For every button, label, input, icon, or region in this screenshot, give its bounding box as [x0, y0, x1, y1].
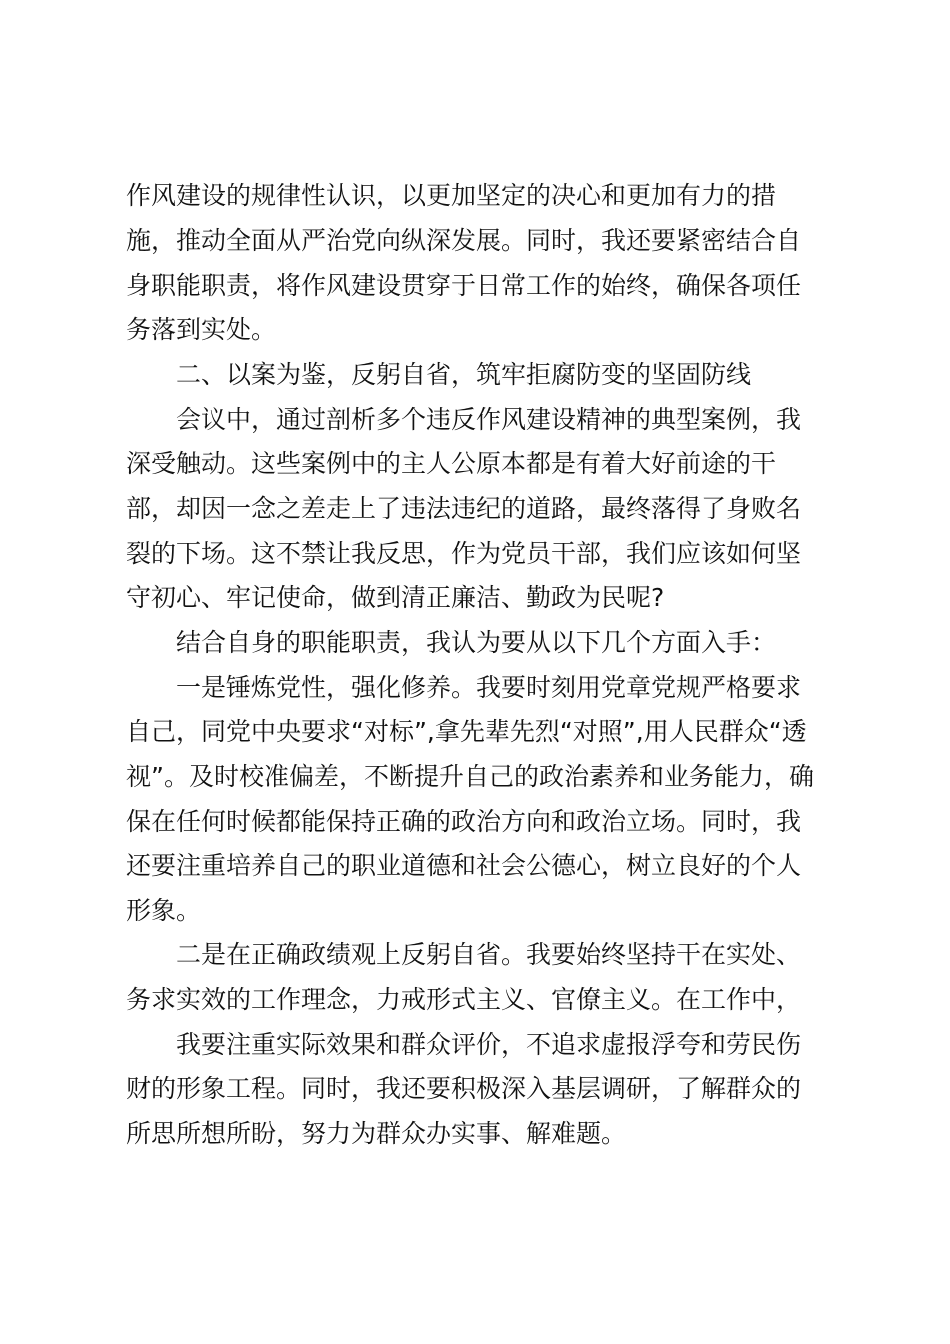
- text-line: 二是在正确政绩观上反躬自省。我要始终坚持干在实处、: [176, 940, 802, 969]
- text-line: 作风建设的规律性认识，以更加坚定的决心和更加有力的措: [126, 181, 777, 210]
- text-line: 结合自身的职能职责，我认为要从以下几个方面入手：: [176, 628, 777, 657]
- text-line: 还要注重培养自己的职业道德和社会公德心，树立良好的个人: [126, 851, 802, 880]
- text-line: 务求实效的工作理念，力戒形式主义、官僚主义。在工作中，: [126, 985, 802, 1014]
- text-line: 财的形象工程。同时，我还要积极深入基层调研，了解群众的: [126, 1074, 802, 1103]
- text-line: 我要注重实际效果和群众评价，不追求虚报浮夸和劳民伤: [176, 1030, 802, 1059]
- text-line: 深受触动。这些案例中的主人公原本都是有着大好前途的干: [126, 449, 777, 478]
- text-line: 一是锤炼党性，强化修养。我要时刻用党章党规严格要求: [176, 673, 802, 702]
- text-line: 视”。及时校准偏差，不断提升自己的政治素养和业务能力，确: [126, 762, 814, 791]
- text-line: 施，推动全面从严治党向纵深发展。同时，我还要紧密结合自: [126, 226, 802, 255]
- text-line: 部，却因一念之差走上了违法违纪的道路，最终落得了身败名: [126, 494, 802, 523]
- text-line: 自己，同党中央要求“对标”,拿先辈先烈“对照”,用人民群众“透: [126, 717, 807, 746]
- text-line: 身职能职责，将作风建设贯穿于日常工作的始终，确保各项任: [126, 271, 802, 300]
- text-line: 保在任何时候都能保持正确的政治方向和政治立场。同时，我: [126, 807, 802, 836]
- section-heading: 二、以案为鉴，反躬自省，筑牢拒腐防变的坚固防线: [176, 360, 752, 389]
- text-line: 务落到实处。: [126, 315, 277, 344]
- text-line: 所思所想所盼，努力为群众办实事、解难题。: [126, 1119, 627, 1148]
- text-line: 守初心、牢记使命，做到清正廉洁、勤政为民呢?: [126, 583, 665, 612]
- text-line: 会议中，通过剖析多个违反作风建设精神的典型案例，我: [176, 405, 802, 434]
- text-line: 形象。: [126, 896, 202, 925]
- text-line: 裂的下场。这不禁让我反思，作为党员干部，我们应该如何坚: [126, 539, 802, 568]
